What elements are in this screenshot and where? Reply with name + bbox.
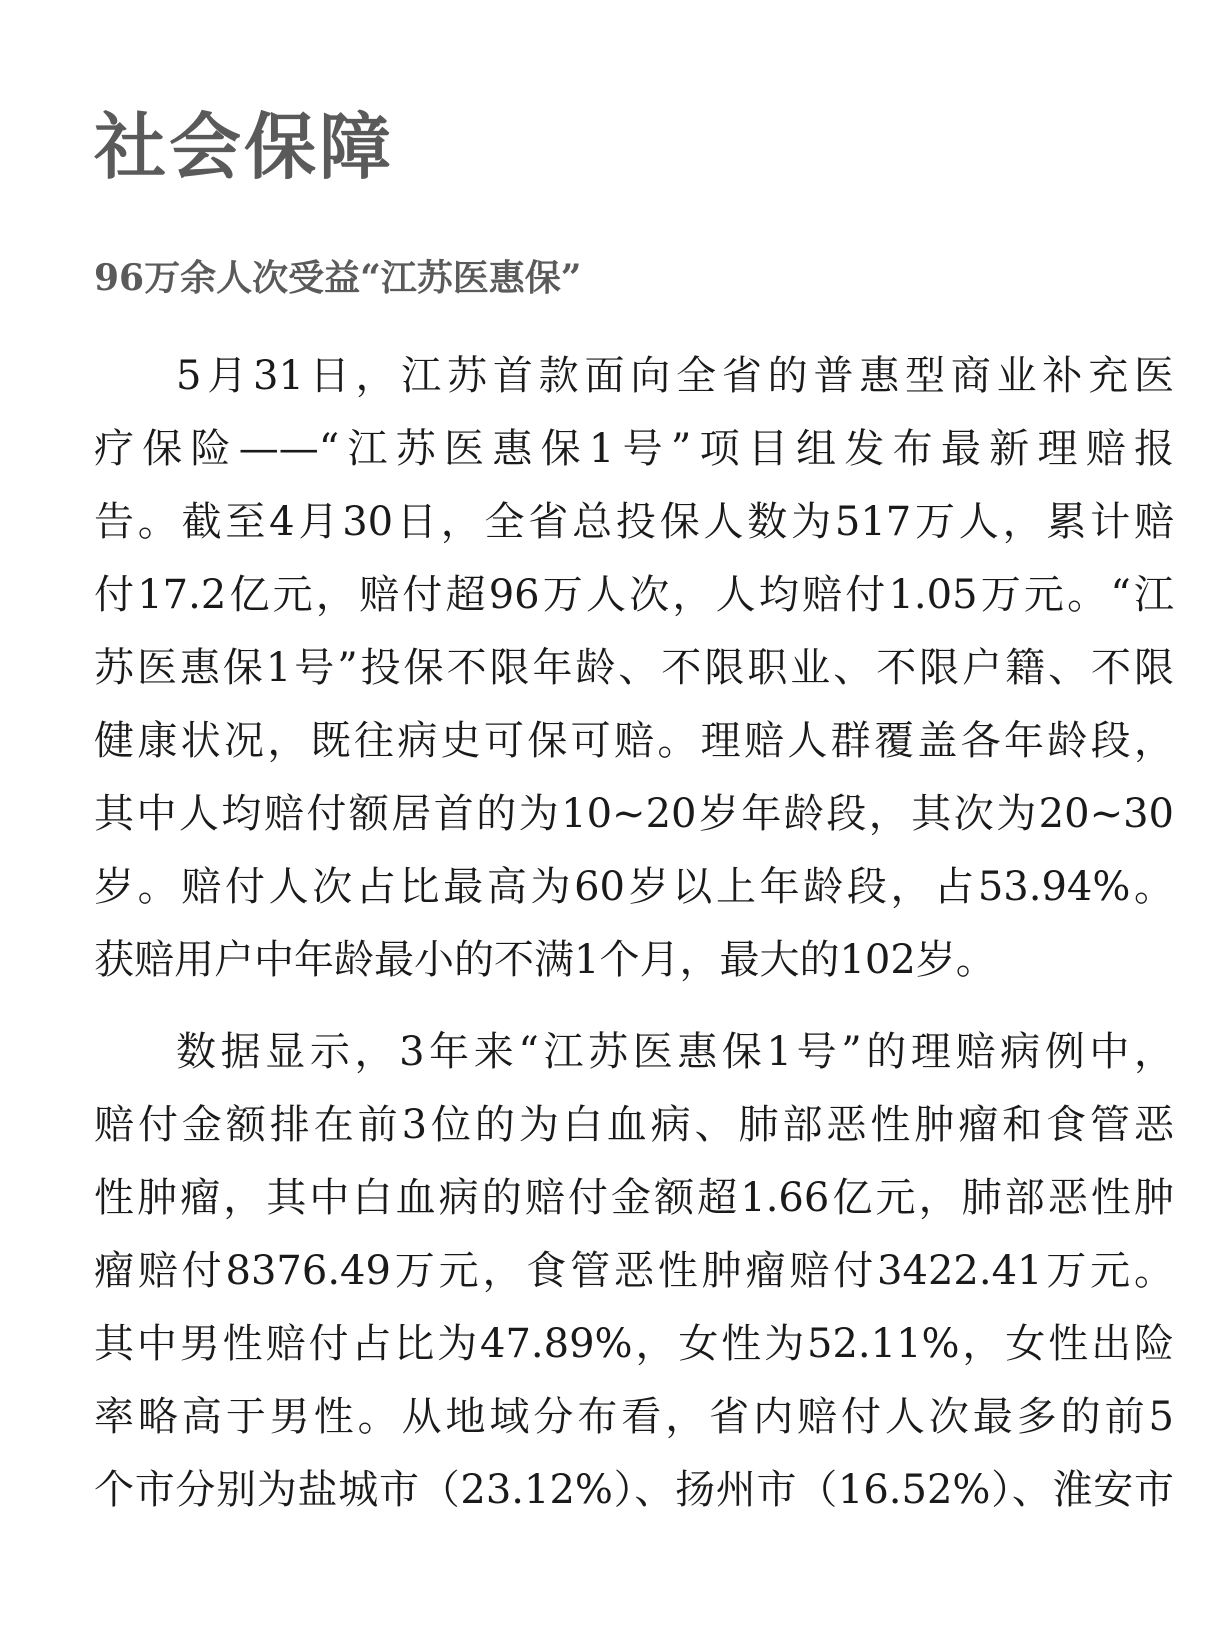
paragraph [94,1016,1174,1527]
paragraph-line: 数据显示，3年来“江苏医惠保1号”的理赔病例中， [176,1029,1174,1075]
paragraph [94,340,1174,997]
paragraph-line: 疗保险——“江苏医惠保1号”项目组发布最新理赔报 [94,426,1174,472]
paragraph-line: 岁。赔付人次占比最高为60岁以上年龄段，占53.94%。 [94,864,1174,910]
article-title: 96万余人次受益“江苏医惠保” [94,257,582,299]
paragraph-line: 苏医惠保1号”投保不限年龄、不限职业、不限户籍、不限 [94,645,1174,691]
paragraph-line: 其中男性赔付占比为47.89%，女性为52.11%，女性出险 [94,1321,1174,1367]
paragraph-line: 其中人均赔付额居首的为10~20岁年龄段，其次为20~30 [94,791,1174,837]
paragraph-line: 5月31日，江苏首款面向全省的普惠型商业补充医 [176,353,1174,399]
paragraph-line: 赔付金额排在前3位的为白血病、肺部恶性肿瘤和食管恶 [94,1102,1174,1148]
paragraph-line: 付17.2亿元，赔付超96万人次，人均赔付1.05万元。“江 [94,572,1174,618]
paragraph-line: 率略高于男性。从地域分布看，省内赔付人次最多的前5 [94,1394,1174,1440]
paragraph-line: 健康状况，既往病史可保可赔。理赔人群覆盖各年龄段， [94,718,1174,764]
paragraph-line: 个市分别为盐城市（23.12%）、扬州市（16.52%）、淮安市 [94,1467,1174,1513]
paragraph-line: 告。截至4月30日，全省总投保人数为517万人，累计赔 [94,499,1174,545]
paragraph-line: 瘤赔付8376.49万元，食管恶性肿瘤赔付3422.41万元。 [94,1248,1174,1294]
paragraph-line: 性肿瘤，其中白血病的赔付金额超1.66亿元，肺部恶性肿 [94,1175,1174,1221]
section-title: 社会保障 [94,105,395,189]
paragraph-line: 获赔用户中年龄最小的不满1个月，最大的102岁。 [94,937,996,983]
